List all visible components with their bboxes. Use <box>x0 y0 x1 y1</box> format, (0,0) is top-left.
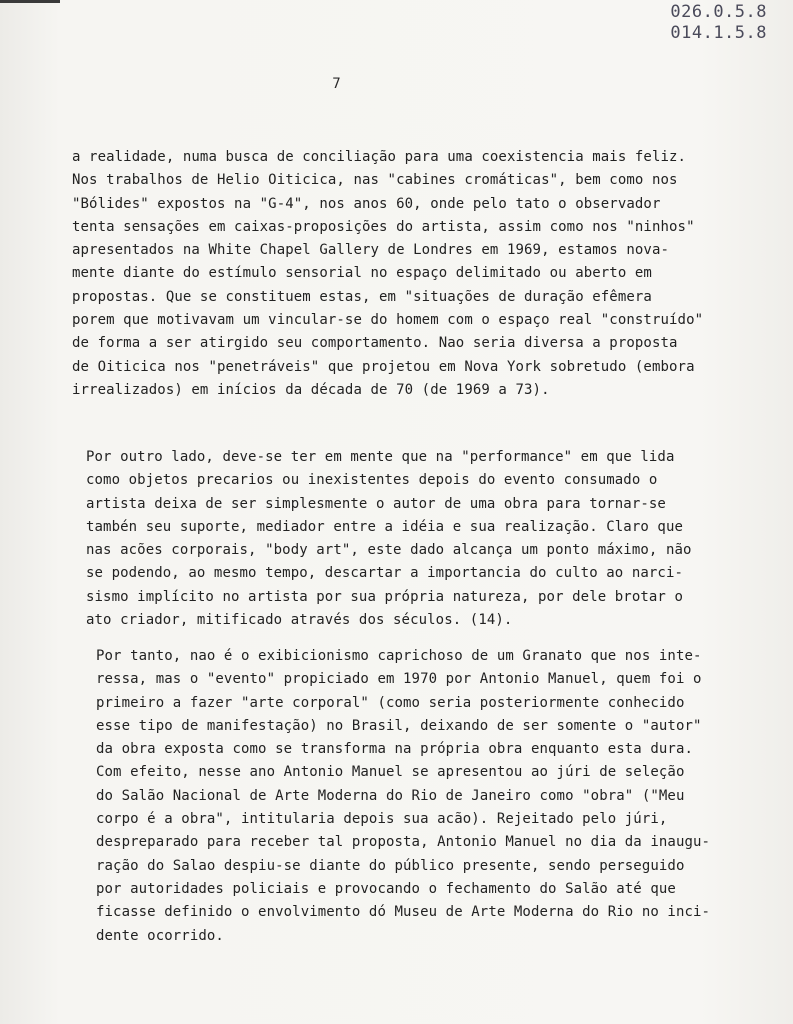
text-line: ressa, mas o "evento" propiciado em 1970 por Antonio Manuel, quem foi o <box>96 671 702 688</box>
text-line: propostas. Que se constituem estas, em "situações de duração efêmera <box>72 288 652 305</box>
text-line: ato criador, mitificado através dos séculos. (14). <box>86 612 513 629</box>
text-line: esse tipo de manifestação) no Brasil, deixando de ser somente o "autor" <box>96 717 702 734</box>
text-line: do Salão Nacional de Arte Moderna do Rio de Janeiro como "obra" ("Meu <box>96 787 685 804</box>
text-line: irrealizados) em inícios da década de 70 (de 1969 a 73). <box>72 381 550 398</box>
text-line: corpo é a obra", intitularia depois sua acão). Rejeitado pelo júri, <box>96 811 668 828</box>
text-line: como objetos precarios ou inexistentes depois do evento consumado o <box>86 472 658 489</box>
text-line: Com efeito, nesse ano Antonio Manuel se apresentou ao júri de seleção <box>96 764 685 781</box>
page-number: 7 <box>332 76 341 92</box>
text-line: Por tanto, nao é o exibicionismo caprichoso de um Granato que nos inte- <box>96 648 702 664</box>
text-line: mente diante do estímulo sensorial no espaço delimitado ou aberto em <box>72 265 652 282</box>
text-line: Por outro lado, deve-se ter em mente que na "performance" em que lida <box>86 449 675 465</box>
text-line: por autoridades policiais e provocando o fechamento do Salão até que <box>96 880 676 897</box>
text-line: tenta sensações em caixas-proposições do artista, assim como nos "ninhos" <box>72 218 695 235</box>
text-line: apresentados na White Chapel Gallery de Londres em 1969, estamos nova- <box>72 242 670 259</box>
text-line: despreparado para receber tal proposta, Antonio Manuel no dia da inaugu- <box>96 834 711 851</box>
archive-code-line: 014.1.5.8 <box>670 23 767 43</box>
text-line: primeiro a fazer "arte corporal" (como seria posteriormente conhecido <box>96 694 685 711</box>
text-line: porem que motivavam um vincular-se do homem com o espaço real "construído" <box>72 312 704 329</box>
text-line: sismo implícito no artista por sua própria natureza, por dele brotar o <box>86 588 684 605</box>
text-line: ficasse definido o envolvimento dó Museu de Arte Moderna do Rio no inci- <box>96 904 711 921</box>
archive-code-stamp <box>670 2 767 44</box>
scan-edge-mark <box>0 0 60 3</box>
text-line: Nos trabalhos de Helio Oiticica, nas "cabines cromáticas", bem como nos <box>72 172 678 189</box>
text-line: nas acões corporais, "body art", este dado alcança um ponto máximo, não <box>86 542 692 559</box>
text-line: ração do Salao despiu-se diante do público presente, sendo perseguido <box>96 857 685 874</box>
archive-code-line: 026.0.5.8 <box>670 2 767 22</box>
paragraph <box>96 645 746 948</box>
text-line: de Oiticica nos "penetráveis" que projetou em Nova York sobretudo (embora <box>72 358 695 375</box>
text-line: a realidade, numa busca de conciliação para uma coexistencia mais feliz. <box>72 149 687 165</box>
paragraph <box>72 146 722 402</box>
text-line: "Bólides" expostos na "G-4", nos anos 60, onde pelo tato o observador <box>72 195 661 212</box>
text-line: dente ocorrido. <box>96 927 224 944</box>
text-line: de forma a ser atirgido seu comportamento. Nao seria diversa a proposta <box>72 335 678 352</box>
text-line: tambén seu suporte, mediador entre a idéia e sua realização. Claro que <box>86 518 684 535</box>
text-line: da obra exposta como se transforma na própria obra enquanto esta dura. <box>96 741 694 758</box>
text-line: artista deixa de ser simplesmente o autor de uma obra para tornar-se <box>86 495 666 512</box>
text-line: se podendo, ao mesmo tempo, descartar a importancia do culto ao narci- <box>86 565 684 582</box>
paragraph <box>86 446 736 632</box>
